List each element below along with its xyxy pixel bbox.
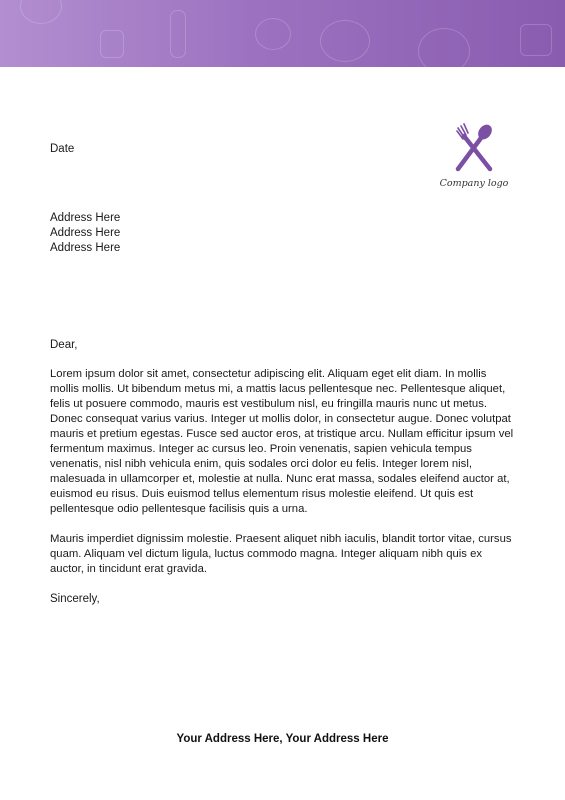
address-line: Address Here — [50, 242, 121, 254]
letter-date: Date — [50, 143, 75, 155]
address-line: Address Here — [50, 227, 121, 239]
cup-icon — [520, 24, 552, 56]
recipient-address — [50, 211, 120, 256]
plate-icon — [320, 20, 370, 62]
closing: Sincerely, — [50, 593, 100, 605]
address-line: Address Here — [50, 212, 121, 224]
body-paragraph: Lorem ipsum dolor sit amet, consectetur adipiscing elit. Aliquam eget elit diam. In mollis mollis mollis. Ut bibendum metus mi, a mattis lacus pellentesque nec. Pellentesque aliquet, felis ut posuere commodo, mauris est vestibulum nisl, eu fringilla mauris nunc ut metus. Donec consequat varius varius. Integer ut mollis dolor, in consectetur augue. Donec volutpat mauris et pretium egestas. Fusce sed auctor eros, at tristique arcu. Nullam efficitur ipsum vel fermentum maximus. Integer ac cursus leo. Proin venenatis, sapien vehicula tempus venenatis, nisl nibh vehicula enim, quis sodales orci dolor eu felis. Integer lorem nisl, malesuada in ullamcorper et, molestie at nulla. Nunc erat massa, sodales eleifend auctor at, euismod eu risus. Duis euismod tellus elementum risus molestie eleifend. Ut quis est pellentesque odio pellentesque facilisis quis a urna. — [50, 368, 514, 515]
fork-spoon-icon — [452, 122, 496, 172]
logo-text: Company logo — [439, 178, 509, 189]
dish-icon — [20, 0, 62, 24]
bottle-icon — [170, 10, 186, 58]
header-band — [0, 0, 565, 67]
body-paragraph: Mauris imperdiet dignissim molestie. Praesent aliquet nibh iaculis, blandit tortor vitae, cursus quam. Aliquam vel dictum ligula, luctus commodo magna. Integer aliquam nibh quis ex auctor, in tincidunt erat gravida. — [50, 533, 512, 575]
company-logo — [438, 122, 510, 196]
cake-icon — [255, 18, 291, 50]
dish-icon — [418, 28, 470, 67]
cup-icon — [100, 30, 124, 58]
salutation: Dear, — [50, 339, 78, 351]
footer-address: Your Address Here, Your Address Here — [176, 733, 389, 745]
